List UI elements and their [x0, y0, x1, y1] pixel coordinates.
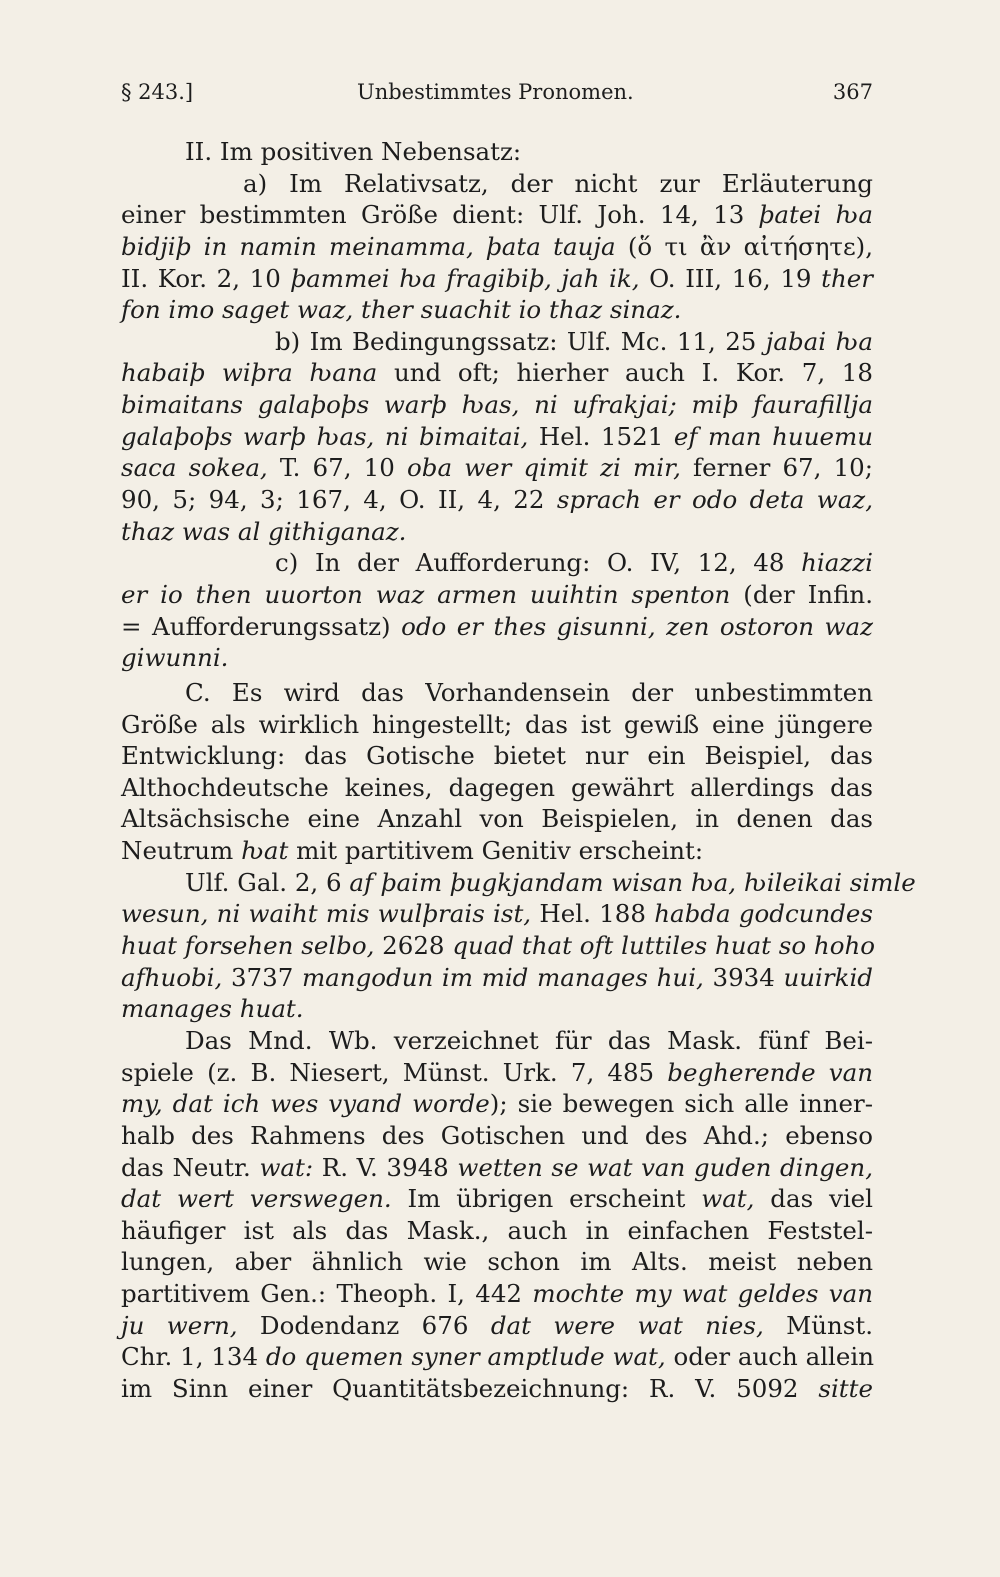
text-segment: spiele (z. B. Niesert, Münst. Urk. 7, 485: [121, 1057, 668, 1087]
text-segment: häufiger ist als das Mask., auch in einfachen Feststel-: [121, 1215, 873, 1245]
text-segment: quad that oft luttiles huat so hoho: [452, 931, 875, 961]
text-segment: habaiþ wiþra ƕana: [121, 358, 378, 388]
text-segment: O. III, 16, 19: [639, 263, 822, 293]
text-line: [121, 516, 873, 548]
text-line: [121, 421, 873, 453]
text-segment: Neutrum: [121, 836, 242, 866]
text-segment: ju wern,: [121, 1310, 238, 1340]
text-line: [121, 484, 873, 516]
text-segment: b) Im Bedingungssatz: Ulf. Mc. 11, 25: [275, 326, 766, 356]
text-segment: II. Im positiven Nebensatz:: [185, 137, 522, 166]
text-line: [121, 294, 873, 326]
text-segment: Chr. 1, 134: [121, 1342, 266, 1372]
text-segment: bidjiþ in namin meinamma, þata tauja: [121, 231, 616, 261]
text-line: [121, 1215, 873, 1247]
text-segment: Altsächsische eine Anzahl von Beispielen, in denen das: [121, 804, 873, 834]
text-segment: Münst.: [763, 1310, 873, 1340]
text-segment: sprach er odo deta waz,: [556, 485, 873, 515]
text-segment: sitte: [818, 1373, 873, 1403]
running-title: Unbestimmtes Pronomen.: [357, 80, 634, 104]
text-segment: Größe als wirklich hingestellt; das ist gewiß eine jüngere: [121, 709, 873, 739]
text-line: [121, 326, 873, 358]
text-line: [121, 1341, 873, 1373]
text-segment: begherende van: [667, 1057, 873, 1087]
text-segment: dat were wat nies,: [490, 1310, 764, 1340]
text-segment: my, dat ich wes vyand worde: [121, 1089, 490, 1119]
text-line: [121, 867, 916, 899]
text-segment: das Neutr.: [121, 1152, 260, 1182]
text-segment: Hel. 1521: [528, 421, 674, 451]
text-segment: mit partitivem Genitiv erscheint:: [288, 836, 704, 866]
text-line: [121, 357, 873, 389]
text-segment: = Aufforderungssatz): [121, 611, 402, 641]
text-segment: einer bestimmten Größe dient: Ulf. Joh. 14, 13: [121, 200, 759, 230]
text-segment: Im übrigen erscheint: [391, 1184, 702, 1214]
text-segment: ); sie bewegen sich alle inner-: [489, 1089, 873, 1119]
text-line: [121, 962, 873, 994]
text-segment: saca sokea,: [121, 453, 268, 483]
text-segment: wat,: [701, 1184, 755, 1214]
text-line: [121, 389, 873, 421]
text-line: [121, 772, 873, 804]
text-segment: Hel. 188: [531, 899, 655, 929]
text-line: [121, 1278, 873, 1310]
text-segment: wat:: [259, 1152, 314, 1182]
page-number: 367: [832, 80, 873, 104]
text-line: [121, 452, 873, 484]
text-segment: er io then uuorton waz armen uuihtin spenton: [121, 579, 731, 609]
text-segment: im Sinn einer Quantitätsbezeichnung: R. V. 5092: [121, 1373, 819, 1403]
text-line: [121, 136, 873, 168]
text-segment: dat wert verswegen.: [121, 1184, 392, 1214]
text-segment: mochte my wat geldes van: [532, 1279, 873, 1309]
text-segment: 90, 5; 94, 3; 167, 4, O. II, 4, 22: [121, 485, 557, 515]
text-line: [121, 231, 873, 263]
text-line: [121, 677, 873, 709]
text-segment: das viel: [754, 1184, 874, 1214]
text-segment: Entwicklung: das Gotische bietet nur ein Beispiel, das: [121, 741, 873, 771]
text-segment: uuirkid: [783, 962, 873, 992]
text-segment: (der Infin.: [730, 579, 873, 609]
running-header: [121, 76, 873, 108]
text-segment: 3737: [222, 962, 302, 992]
text-segment: galaþoþs warþ ƕas, ni bimaitai,: [121, 421, 529, 451]
text-segment: bimaitans galaþoþs warþ ƕas, ni ufrakjai; miþ faurafillja: [121, 390, 873, 420]
text-line: [121, 1183, 873, 1215]
text-segment: ferner 67, 10;: [680, 453, 874, 483]
text-line: [121, 1246, 873, 1278]
text-segment: II. Kor. 2, 10: [121, 263, 291, 293]
page-body-text: [121, 136, 916, 1405]
text-segment: þammei ƕa fragibiþ, jah ik,: [290, 263, 640, 293]
text-segment: T. 67, 10: [267, 453, 408, 483]
text-segment: c) In der Aufforderung: O. IV, 12, 48: [275, 548, 802, 578]
text-line: [121, 168, 873, 200]
text-segment: oba wer qimit zi mir,: [407, 453, 681, 483]
text-line: [121, 611, 873, 643]
text-line: [121, 835, 873, 867]
text-segment: Althochdeutsche keines, dagegen gewährt allerdings das: [121, 772, 873, 802]
text-segment: manages huat.: [121, 994, 304, 1024]
text-segment: hiazzi: [801, 548, 873, 578]
text-segment: thaz was al githiganaz.: [121, 516, 407, 546]
text-line: [121, 740, 873, 772]
text-line: [121, 930, 873, 962]
text-line: [121, 1152, 873, 1184]
text-line: [121, 1310, 873, 1342]
text-segment: C. Es wird das Vorhandensein der unbestimmten: [185, 677, 873, 707]
text-segment: ƕat: [241, 836, 289, 866]
text-line: [121, 803, 873, 835]
text-segment: huat forsehen selbo,: [121, 931, 375, 961]
text-line: [121, 1120, 873, 1152]
text-segment: fon imo saget waz, ther suachit io thaz sinaz.: [121, 295, 682, 325]
text-segment: Dodendanz 676: [237, 1310, 491, 1340]
text-line: [121, 263, 873, 295]
text-segment: R. V. 3948: [313, 1152, 458, 1182]
text-segment: Das Mnd. Wb. verzeichnet für das Mask. fünf Bei-: [185, 1025, 873, 1055]
text-segment: 3934: [703, 962, 784, 992]
text-line: [121, 1057, 873, 1089]
text-segment: ther: [821, 263, 873, 293]
text-line: [121, 993, 873, 1025]
text-line: [121, 898, 873, 930]
text-segment: Ulf. Gal. 2, 6: [185, 867, 350, 897]
text-segment: oder auch allein: [665, 1342, 874, 1372]
text-segment: (ὅ τι ἂν αἰτήσητε),: [615, 231, 874, 261]
text-segment: giwunni.: [121, 643, 229, 673]
text-segment: þatei ƕa: [758, 200, 873, 230]
text-segment: jabai ƕa: [765, 326, 873, 356]
text-line: [121, 199, 873, 231]
text-line: [121, 1088, 873, 1120]
text-segment: afhuobi,: [121, 962, 223, 992]
section-number: § 243.]: [121, 80, 194, 104]
text-segment: af þaim þugkjandam wisan ƕa, ƕileikai simle: [349, 867, 916, 897]
text-segment: partitivem Gen.: Theoph. I, 442: [121, 1279, 533, 1309]
text-segment: odo er thes gisunni, zen ostoron waz: [401, 611, 873, 641]
text-line: [121, 642, 873, 674]
text-segment: do quemen syner amptlude wat,: [265, 1342, 666, 1372]
text-segment: halb des Rahmens des Gotischen und des Ahd.; ebenso: [121, 1120, 873, 1150]
text-line: [121, 579, 873, 611]
text-segment: habda godcundes: [654, 899, 873, 929]
text-segment: wetten se wat van guden dingen,: [457, 1152, 873, 1182]
text-line: [121, 709, 873, 741]
text-segment: ef man huuemu: [673, 421, 873, 451]
text-line: [121, 1373, 873, 1405]
text-segment: a) Im Relativsatz, der nicht zur Erläuterung: [243, 168, 873, 198]
text-line: [121, 547, 873, 579]
text-segment: und oft; hierher auch I. Kor. 7, 18: [377, 358, 873, 388]
text-segment: wesun, ni waiht mis wulþrais ist,: [121, 899, 532, 929]
text-line: [121, 1025, 873, 1057]
text-segment: mangodun im mid manages hui,: [301, 962, 704, 992]
text-segment: 2628: [374, 931, 453, 961]
text-segment: lungen, aber ähnlich wie schon im Alts. meist neben: [121, 1247, 873, 1277]
